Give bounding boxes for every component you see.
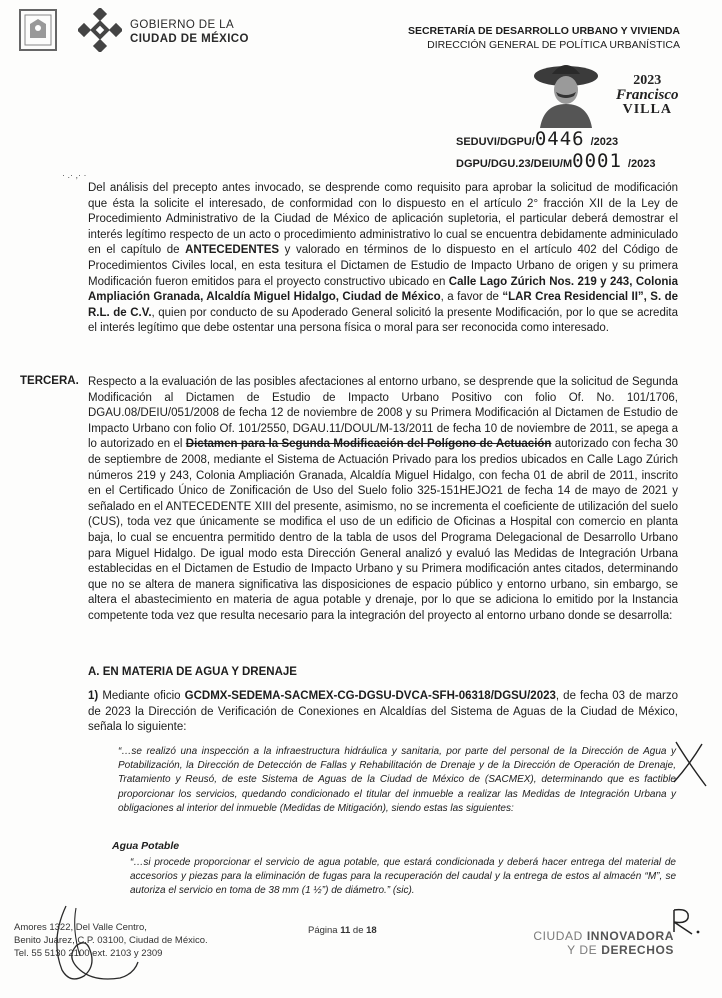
scan-specks: · .· ,· · [62,170,87,180]
p3-bold-oficio: GCDMX-SEDEMA-SACMEX-CG-DGSU-DVCA-SFH-06318/DGSU/2023 [184,690,556,702]
address-line-3: Tel. 55 5130 2100 ext. 2103 y 2309 [14,948,163,959]
p1-text-4: , quien por conducto de su Apoderado General solicitó la presente Modificación, por lo que se acredita el interés legítimo que debe ostentar una persona física o moral para ser reconocida como interesado. [88,306,678,335]
ref1-suffix: /2023 [590,136,619,148]
secretaria-name: SECRETARÍA DE DESARROLLO URBANO Y VIVIENDA [407,25,680,37]
page-current: 11 [340,925,351,936]
p1-text-2: y valorado en términos de lo dispuesto en el artículo 402 del Código de Procedimientos Civiles local, en esta tesitura el Dictamen de Estudio de Impacto Urbano de origen y su primera Modificación fueron emitidos para el proyecto constructivo ubicado en [88,244,678,288]
ref2-suffix: /2023 [627,158,656,170]
coat-of-arms-icon [18,8,58,52]
p1-bold-antecedentes: ANTECEDENTES [185,244,280,257]
heading-agua-potable: Agua Potable [112,840,180,852]
quote-sacmex-inspection: “…se realizó una inspección a la infraestructura hidráulica y sanitaria, por parte del personal de la Dirección de Agua y Potabilización, la Dirección de Detección de Fallas y Rehabilitación de Drenaje y de la Dirección de Operación de Drenaje, Tratamiento y Reusó, de este Sistema de Aguas de la Ciudad de México de (SACMEX), determinando que es factible proporcionar los servicios, quedando condicionado el titular del inmueble a realizar las Medidas de Integración Urbana y obligaciones al interior del inmueble (Medidas de Mitigación), siendo estas las siguientes: [118,746,676,814]
government-name [130,18,249,46]
paragraph-oficio [88,689,678,736]
ref1-number: 0446 [534,128,585,150]
p2-text-2: autorizado con fecha 30 de septiembre de 2008, mediante el Sistema de Actuación Privado para los predios ubicados en Calle Lago Zúrich números 219 y 243, Colonia Ampliación Granada, Alcaldía Miguel Hidalgo, con fecha 01 de abril de 2011, inscrito en el Certificado Único de Zonificación de Uso del Suelo folio 325-151HEJO21 de fecha 14 de mayo de 2021 y señalado en el ANTECEDENTE XIII del presente, asimismo, no se incrementa el coeficiente de utilización del suelo (CUS), toda vez que únicamente se modifica el uso de un edificio de Oficinas a Hospital con comercio en planta baja, lo cual se encuentra permitido dentro de la tabla de usos del Programa Delegacional de Desarrollo Urbano para Miguel Hidalgo. De igual modo esta Dirección General analizó y evaluó las Medidas de Integración Urbana establecidas en el Dictamen de Estudio de Impacto Urbano y su Primera modificación antes citados, determinando que no se altera de manera significativa las disposiciones de espacio público y entorno urbano, sin embargo, se altera el abastecimiento en materia de agua potable y drenaje, por lo que se adiciona lo emitido por la Instancia competente toda vez que resulta necesario para la integración del proyecto al entorno urbano donde se desarrolla: [88,438,679,622]
page-separator: de [350,925,367,936]
ref2-number: 0001 [572,150,622,172]
p1-text-3: , a favor de [440,291,503,304]
p3-text-1: Mediante oficio [98,690,185,702]
reference-number-1 [456,128,618,150]
p3-number: 1) [88,690,99,702]
gov-line-1: GOBIERNO DE LA [130,19,235,31]
paragraph-tercera [88,375,678,625]
direccion-name: DIRECCIÓN GENERAL DE POLÍTICA URBANÍSTICA [427,39,680,51]
p1-text-1: Del análisis del precepto antes invocado, se desprende como requisito para aprobar la solicitud de modificación que ésta la solicite el interesado, de conformidad con lo dispuesto en el artículo 2° fracción XII de la Ley de Procedimiento Administrativo de la Ciudad de México de aplicación supletoria, el particular deberá demostrar el interés legítimo respecto de un acto o procedimiento administrativo lo cual se encuentra debidamente adminiculado en el capítulo de [88,182,678,257]
slogan-line-1 [533,929,674,943]
handwritten-x-mark [668,738,712,790]
ref2-prefix: DGPU/DGU.23/DEIU/M [456,158,573,170]
p3-text-2: , de fecha 03 de marzo de 2023 la Dirección de Verificación de Conexiones en Alcaldías del Sistema de Aguas de la Ciudad de México, señala lo siguiente: [88,690,678,734]
cdmx-logo-icon [78,8,122,52]
gov-line-2: CIUDAD DE MÉXICO [130,33,249,45]
page-number [308,925,377,936]
p2-text-1: Respecto a la evaluación de las posibles afectaciones al entorno urbano, se desprende que la solicitud de Segunda Modificación al Dictamen de Estudio de Impacto Urbano Positivo con folio Of. No. 101/1706, DGAU.08/DEIU/051/2008 de fecha 12 de noviembre de 2008 y su Primera Modificación al Dictamen de Estudio de Impacto Urbano con folio Of. 101/2550, DGAU.11/DOUL/M-13/2011 de fecha 10 de noviembre de 2011, se apega a lo autorizado en el [88,376,678,451]
slogan-1a: CIUDAD [533,929,587,943]
p2-bold-dictamen: Dictamen para la Segunda Modificación del Polígono de Actuación [185,438,552,451]
p1-bold-address: Calle Lago Zúrich Nos. 219 y 243, Colonia Ampliación Granada, Alcaldía Miguel Hidalgo, Ciudad de México [88,275,678,304]
seal-surname: VILLA [622,102,672,117]
heading-agua-drenaje: A. EN MATERIA DE AGUA Y DRENAJE [88,666,297,678]
p1-bold-company: “LAR Crea Residencial II”, S. de R.L. de C.V. [88,291,678,319]
slogan-line-2 [533,943,674,957]
seal-year: 2023 [633,73,662,88]
slogan-2a: Y DE [567,943,602,957]
section-label-tercera: TERCERA. [20,375,79,387]
commemorative-seal [616,74,679,117]
slogan-2b: DERECHOS [601,943,674,957]
seal-name: Francisco [616,87,679,103]
secretaria-block [408,24,680,52]
reference-number-2 [456,150,655,172]
page-total: 18 [366,925,377,936]
paragraph-interes-legitimo [88,181,678,337]
footer-address [14,921,208,960]
slogan-1b: INNOVADORA [586,929,674,943]
address-line-1: Amores 1322, Del Valle Centro, [14,922,147,933]
quote-agua-potable: “…si procede proporcionar el servicio de agua potable, que estará condicionada y deberá hacer entrega del material de accesorios y piezas para la eliminación de fugas para la recuperación del caudal y la entrega de estos al almacén “M”, se autoriza el servicio en toma de 38 mm (1 ½”) de diámetro.” (sic). [130,857,676,897]
ref1-prefix: SEDUVI/DGPU/ [456,136,535,148]
address-line-2: Benito Juárez, C.P. 03100, Ciudad de México. [14,935,208,946]
page-prefix: Página [308,925,341,936]
footer-slogan [533,929,674,957]
